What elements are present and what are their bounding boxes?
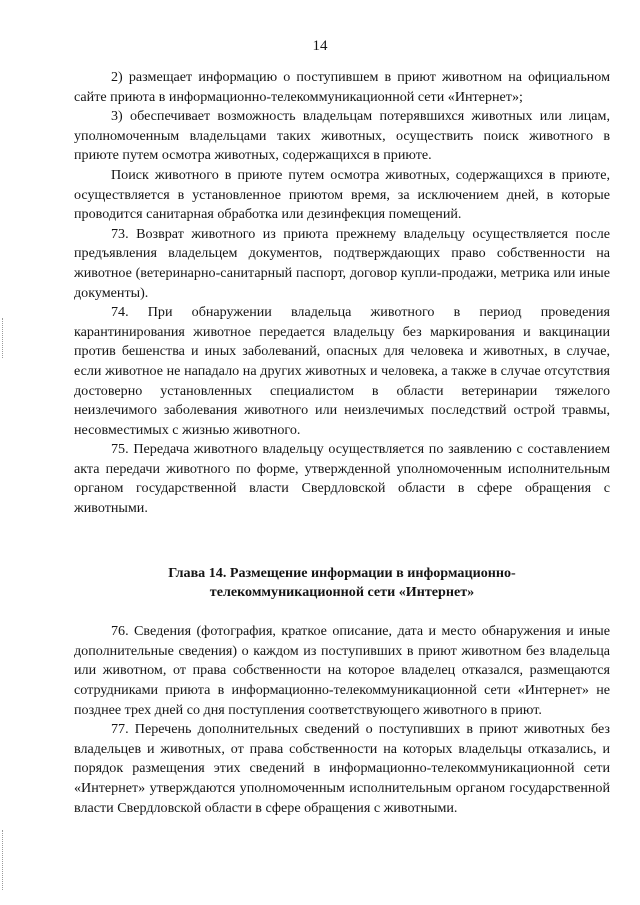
paragraph-73: 73. Возврат животного из приюта прежнему владельцу осуществляется после предъявления владельцем документов, подтверждающих право собственности на животное (ветеринарно-санитарный паспорт, договор купли-продажи, метрика или иные документы).: [74, 225, 610, 301]
paragraph-76: 76. Сведения (фотография, краткое описание, дата и место обнаружения и иные дополнительные сведения) о каждом из поступивших в приют животном без владельца или животном, от права собственности на которое владелец отказался, размещаются сотрудниками приюта в информационно-телекоммуникационной сети «Интернет» не позднее трех дней со дня поступления соответствующего животного в приют.: [74, 623, 610, 718]
paragraph-search-animal: Поиск животного в приюте путем осмотра животных, содержащихся в приюте, осуществляется в установленное приютом время, за исключением дней, в которые проводится санитарная обработка или дезинфекция помещений.: [74, 166, 610, 223]
chapter-body: [74, 622, 610, 818]
paragraph-75: 75. Передача животного владельцу осуществляется по заявлению с составлением акта передачи животного по форме, утвержденной уполномоченным исполнительным органом государственной власти Свердловской области в сфере обращения с животными.: [74, 441, 610, 517]
page-number: 14: [312, 38, 328, 54]
paragraph-74: 74. При обнаружении владельца животного в период проведения карантинирования животное передается владельцу без маркирования и вакцинации против бешенства и иных заболеваний, опасных для человека и животных, в случае, если животное не нападало на других животных и человека, а также в случае отсутствия достоверно установленных специалистом в области ветеринарии тяжелого неизлечимого заболевания животного или неизлечимых последствий острой травмы, несовместимых с жизнью животного.: [74, 304, 610, 438]
chapter-heading-line-2: телекоммуникационной сети «Интернет»: [209, 584, 475, 601]
paragraph-item-3: 3) обеспечивает возможность владельцам потерявшихся животных или лицам, уполномоченным владельцами таких животных, осуществить поиск животного в приюте путем осмотра животных, содержащихся в приюте.: [74, 108, 610, 164]
chapter-heading-line-1: Глава 14. Размещение информации в информационно-: [168, 564, 516, 581]
margin-dot-marks-top: [2, 318, 7, 358]
document-body: [74, 68, 610, 818]
paragraph-77: 77. Перечень дополнительных сведений о поступивших в приют животных без владельцев и животных, от права собственности на которых владельцы отказались, и порядок размещения этих сведений в информационно-телекоммуникационной сети «Интернет» утверждаются уполномоченным исполнительным органом государственной власти Свердловской области в сфере обращения с животными.: [74, 721, 610, 816]
margin-dot-marks-bottom: [2, 830, 7, 890]
paragraph-item-2: 2) размещает информацию о поступившем в приют животном на официальном сайте приюта в информационно-телекоммуникационной сети «Интернет»;: [74, 69, 610, 105]
chapter-heading: [74, 564, 610, 604]
